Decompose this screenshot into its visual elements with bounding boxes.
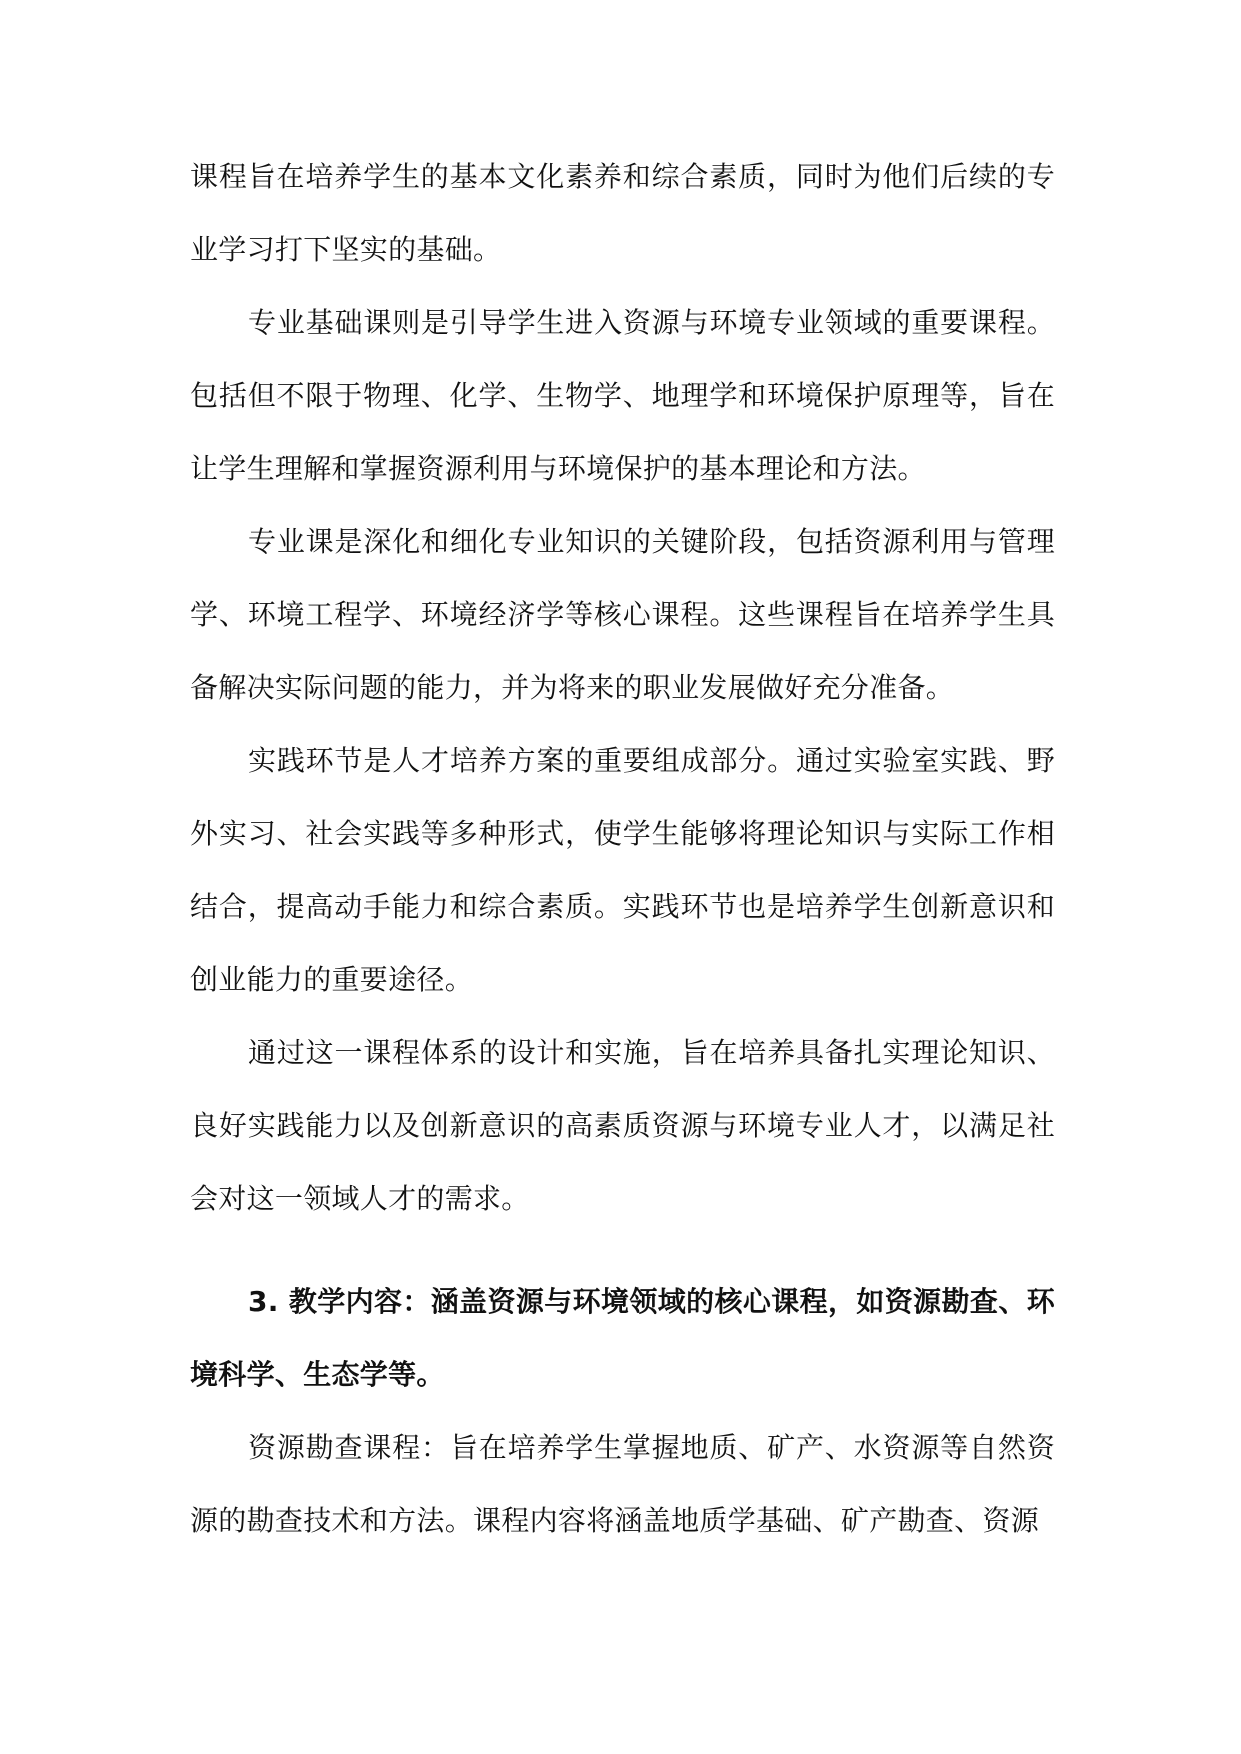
- paragraph-professional-foundation: 专业基础课则是引导学生进入资源与环境专业领域的重要课程。包括但不限于物理、化学、生物学、地理学和环境保护原理等，旨在让学生理解和掌握资源利用与环境保护的基本理论和方法。: [190, 306, 1055, 485]
- paragraph-professional-courses: 专业课是深化和细化专业知识的关键阶段，包括资源利用与管理学、环境工程学、环境经济学等核心课程。这些课程旨在培养学生具备解决实际问题的能力，并为将来的职业发展做好充分准备。: [190, 525, 1055, 704]
- document-body: [190, 140, 1055, 1557]
- paragraph-general-courses: 课程旨在培养学生的基本文化素养和综合素质，同时为他们后续的专业学习打下坚实的基础。: [190, 160, 1055, 266]
- section-heading-teaching-content: 3. 教学内容：涵盖资源与环境领域的核心课程，如资源勘查、环境科学、生态学等。: [190, 1285, 1055, 1391]
- paragraph-summary: 通过这一课程体系的设计和实施，旨在培养具备扎实理论知识、良好实践能力以及创新意识的高素质资源与环境专业人才，以满足社会对这一领域人才的需求。: [190, 1036, 1055, 1215]
- paragraph-resource-exploration: 资源勘查课程：旨在培养学生掌握地质、矿产、水资源等自然资源的勘查技术和方法。课程内容将涵盖地质学基础、矿产勘查、资源: [190, 1431, 1055, 1537]
- paragraph-practice: 实践环节是人才培养方案的重要组成部分。通过实验室实践、野外实习、社会实践等多种形式，使学生能够将理论知识与实际工作相结合，提高动手能力和综合素质。实践环节也是培养学生创新意识和创业能力的重要途径。: [190, 744, 1055, 996]
